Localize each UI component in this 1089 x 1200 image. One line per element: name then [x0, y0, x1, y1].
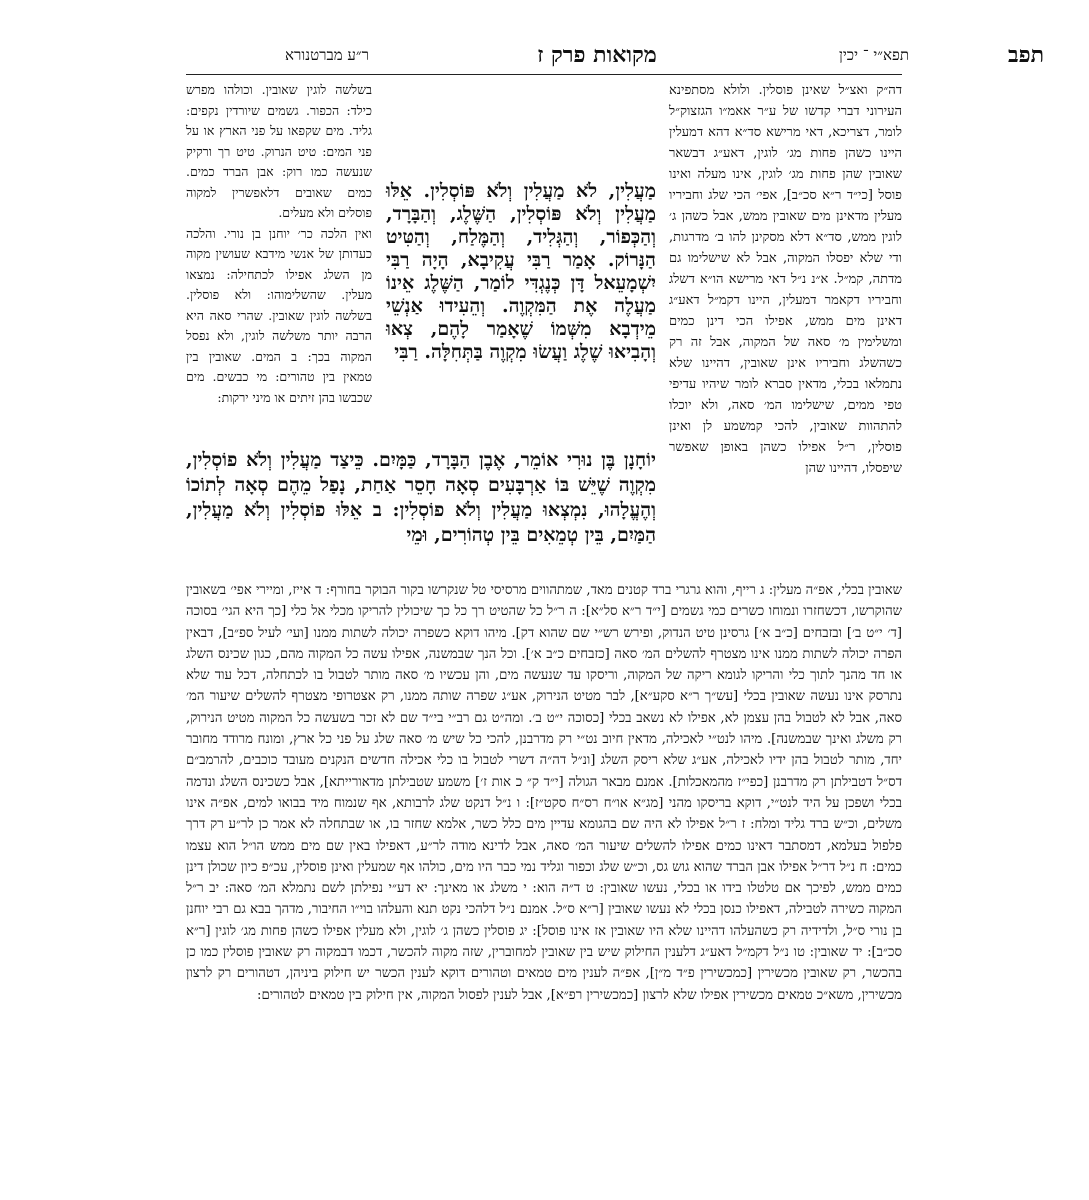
bartenura-commentary-column: בשלשה לוגין שאובין. וכולהו מפרש כילד: הכפור. גשמים שיורדין נקפים: גליד. מים שקפאו על פני הארץ או על פני המים: טיט הנרוק. טיט רך ורקיק שנעשה כמו רוק: אבן הברד כמים. כמים שאובים דלאפשרין למקוה פוסלים ולא מעלים. ואין הלכה כר׳ יוחנן בן נורי. והלכה כעדותן של אנשי מידבא שעושין מקוה מן השלג אפילו לכתחילה: נמצאו מעלין. שהשלימוהו: ולא פוסלין. בשלשה לוגין שאובין. שהרי סאה היא הרבה יותר משלשה לוגין, ולא נפסל המקוה בכך: ב המים. שאובין בין טמאין בין טהורים: מי כבשים. מים שכבשו בהן זיתים או מיני ירקות:	[186, 82, 372, 405]
mishna-text-block: מַעֲלִין, לֹא מַעֲלִין וְלֹא פּוֹסְלִין. אֵלּוּ מַעֲלִין וְלֹא פּוֹסְלִין, הַשֶּׁלֶג, וְהַבָּרָד, וְהַכְּפוֹר, וְהַגְּלִיד, וְהַמֶּלַח, וְהַטִּיט הַנָּרוֹק. אָמַר רַבִּי עֲקִיבָא, הָיָה רַבִּי יִשְׁמָעֵאל דָּן כְּנֶגְדִּי לוֹמַר, הַשֶּׁלֶג אֵינוֹ מַעֲלֶה אֶת הַמִּקְוֶה. וְהֵעִידוּ אַנְשֵׁי מֵידְבָא מִשְּׁמוֹ שֶׁאָמַר לָהֶם, צְאוּ וְהָבִיאוּ שֶׁלֶג וַעֲשׂוּ מִקְוֶה בַּתְּחִלָּה. רַבִּי	[386, 180, 656, 363]
commentary-range: תפא״י ־ יכין	[839, 46, 909, 64]
header-divider	[186, 74, 902, 75]
page-header	[285, 42, 1044, 70]
right-commentary-label: ר״ע מברטנורא	[285, 46, 369, 64]
tiferes-yisrael-bottom-block: שאובין בכלי, אפ״ה מעלין: ג רייף, והוא גרגרי ברד קטנים מאד, שמתהווים מרסיסי טל שנקרשו בקור הבוקר בחורף: ד אייז, ומיירי אפי׳ בשאובין שהוקרשו, דכשחזרו ונמוחו כשרים כמי גשמים [י״ד ר״א סל״א]: ה ר״ל כל שהטיט רך כל כך שיכולין להריקו מכלי אל כלי [כך היא הגי׳ בסוכה [ד׳ י״ט ב׳] ובזבחים [כ״ב א׳] גרסינן טיט הנדוק, ופירש רש״י שם שהוא דק]. מיהו דוקא כשפרה יכולה לשתות ממנו [ועי׳ לעיל ספ״ב], דבאין הפרה יכולה לשתות ממנו אינו מצטרף להשלים המ׳ סאה [כזבחים כ״ב א׳]. וכל הנך שבמשנה, אפילו עשה כל המקוה מהם, כגון שכינס השלג או חד מהנך לתוך כלי והריקו לגומא ריקה של המקוה, וריסקו עד שנעשה מים, והן עכשיו מ׳ סאה מותר לטבול בו לכתחלה, דכל עוד שלא נתרסק אינו נעשה שאובין בכלי [עש״ך ר״א סקע״א], לבר מטיט הנירוק, אע״ג שפרה שותה ממנו, רק אצטרופי מצטרף להשלים שיעור המ׳ סאה, אבל לא לטבול בהן עצמן לא, אפילו לא נשאב בכלי [כסוכה י״ט ב׳. ומה״ט גם רב״י בי״ד שם לא זכר בשעשה כל המקוה מטיט הנירוק, רק משלג ואינך שבמשנה]. מיהו לנט״י לאכילה, מדאין חיוב נט״י רק מדרבנן, להכי כל שיש מ׳ סאה שלג על פני כל ארץ, ומונח מרודד מחובר יחד, מותר לטבול בהן ידיו לאכילה, אע״ג שלא ריסק השלג [ונ״ל דה״ה דשרי לטבול בו כלי אכילה חדשים הנקנים מעובד כוכבים, להרמב״ם דס״ל דטבילתן רק מדרבנן [כפי״ז מהמאכלות]. אמנם מבאר הגולה [י״ד ק״ כ אות ז׳] משמע שטבילתן מדאורייתא], אבל כשכינס השלג ונדמה בכלי ושפכן על היד לנט״י, דוקא בריסקו מהני [מג״א או״ח רס״ח סקט״ז]: ו נ״ל דנקט שלג לרבותא, אף שנמוח מיד בבואו למים, אפ״ה אינו משלים, וכ״ש ברד גליד ומלח: ז ר״ל אפילו לא היה שם בהגומא עדיין מים כלל כשר, אלמא שחזר בו, או שבתחלה לא אמר כן לר״ע רק דרך פלפול בעלמא, דמסתבר דאינו כמים אפילו להשלים שיעור המ׳ סאה, אבל לדינא מודה לר״ע, דאפילו באין שם מים ממש הו״ל הוא עצמו כמים: ח נ״ל דר״ל אפילו אבן הברד שהוא גוש גס, וכ״ש שלג וכפור וגליד נמי כבר היו מים, כולהו אף שמעלין ואינן פוסלין, עכ״פ כיון שכולן דינן כמים ממש, לפיכך אם טלטלו בידו או בכלי, נעשו שאובין: ט ד״ה הוא: י משלג או מאינך: יא דע״י נפילתן לשם נתמלא המ׳ סאה: יב ר״ל המקוה כשירה לטבילה, דאפילו כנסן בכלי לא נעשו שאובין [ר״א ס״ל. אמנם נ״ל דלהכי נקט תנא והעלהו בוי״ו החיבור, מדהך בבא גם רבי יוחנן בן נורי ס״ל, ולדידיה רק כשהעלהו דהיינו שלא היו שאובין אז אינו פוסל]: יג פוסלין כשהן ג׳ לוגין, ולא מעלין אפילו כשהן פחות מג׳ לוגין [ר״א סכ״ב]: יד שאובין: טו נ״ל דקמ״ל דאע״ג דלענין החילוק שיש בין שאובין למחוברין, שזה מקוה להכשר, דכמו דבמקוה רק שאובין פוסלין כמו כן בהכשר, רק שאובין מכשירין [כמכשירין פ״ד מ״ן], אפ״ה לענין מים טמאים וטהורים דוקא לענין הכשר יש חילוק ביניהן, דטהורים רק לרצון מכשירין, משא״כ טמאים מכשירין אפילו שלא לרצון [כמכשירין רפ״א], אבל לענין לפסול המקוה, אין חילוק בין טמאים לטהורים:	[186, 583, 902, 1003]
mishna-text-continuation: יוֹחָנָן בֶּן נוּרִי אוֹמֵר, אֶבֶן הַבָּרָד, כַּמָּיִם. כֵּיצַד מַעֲלִין וְלֹא פוֹסְלִין, מִקְוֶה שֶׁיֵּשׁ בּוֹ אַרְבָּעִים סְאָה חָסֵר אַחַת, נָפַל מֵהֶם סְאָה לְתוֹכוֹ וְהֶעֱלָהוּ, נִמְצְאוּ מַעֲלִין וְלֹא פוֹסְלִין: ב אֵלּוּ פוֹסְלִין וְלֹא מַעֲלִין, הַמַּיִם, בֵּין טְמֵאִים בֵּין טְהוֹרִים, וּמֵי	[186, 449, 656, 546]
page-number: תפב	[1008, 42, 1044, 68]
page-title: מקואות פרק ז	[537, 42, 657, 68]
tiferes-yisrael-top-column: דה״ק ואצ״ל שאינן פוסלין. ולולא מסתפינא העירוני דברי קדשו של ע״ר אאמ״ו הגזצוק״ל לומר, דצריכא, דאי מרישא סד״א דהא דמעלין היינו כשהן פחות מג׳ לוגין, דאע״ג דבשאר שאובין שהן פחות מג׳ לוגין, אינו מעלה ואינו פוסל [כי״ד ר״א סכ״ב], אפי׳ הכי שלג וחביריו מעלין מדאינן מים שאובין ממש, אבל כשהן ג׳ לוגין ממש, סד״א דלא מסקינן להו ב׳ מדרגות, ודי שלא יפסלו המקוה, אבל לא שישלימו גם מדתה, קמ״ל. א״נ נ״ל דאי מרישא הו״א דשלג וחביריו דקאמר דמעלין, היינו דקמ״ל דאע״ג דאינן מים ממש, אפילו הכי דינן כמים ומשלימין מ׳ סאה של המקוה, אבל זה רק כשהשלג וחביריו אינן שאובין, דהיינו שלא נתמלאו בכלי, מדאין סברא לומר שיהיו עדיפי טפי ממים, שישלימו המ׳ סאה, ולא יוכלו להתהוות שאובין, להכי קמשמע לן ואינן פוסלין, ר״ל אפילו כשהן באופן שאפשר שיפסלו, דהיינו שהן	[669, 83, 902, 476]
